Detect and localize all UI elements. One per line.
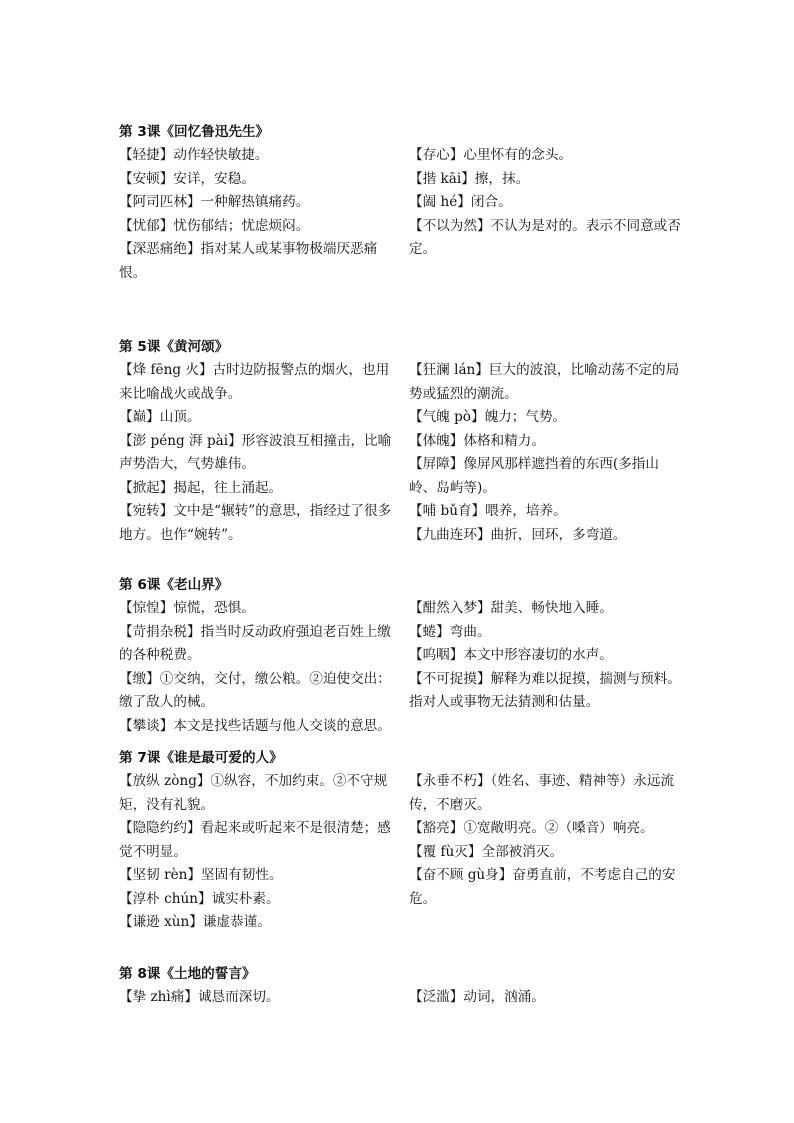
- vocab-entry: 【蜷】弯曲。: [409, 623, 491, 640]
- vocab-entry: 【隐隐约约】看起来或听起来不是很清楚；感觉不明显。: [119, 820, 391, 860]
- lesson-title: 第 3课《回忆鲁迅先生》: [119, 124, 270, 140]
- vocab-entry: 【缴】①交纳，交付，缴公粮。②迫使交出：缴了敌人的械。: [119, 670, 391, 710]
- vocab-entry: 【淳朴 chún】诚实朴素。: [119, 890, 280, 907]
- lesson-title: 第 8课《土地的誓言》: [119, 966, 256, 982]
- vocab-column-right: [409, 986, 684, 1010]
- vocab-entry: 【惊惶】惊慌，恐惧。: [119, 600, 255, 616]
- vocab-entry: 【泛滥】动词，汹涌。: [409, 989, 545, 1005]
- vocab-column-left: [119, 597, 393, 738]
- lesson-section-6: [119, 573, 684, 734]
- lesson-section-8: [119, 962, 684, 1005]
- vocab-entry: 【阿司匹林】一种解热镇痛药。: [119, 194, 310, 210]
- vocab-entry: 【不可捉摸】解释为难以捉摸，揣测与预料。指对人或事物无法猜测和估量。: [409, 670, 681, 710]
- vocab-entry: 【不以为然】不认为是对的。表示不同意或否定。: [409, 217, 681, 257]
- lesson-title: 第 5课《黄河颂》: [119, 339, 229, 355]
- vocab-entry: 【九曲连环】曲折，回环，多弯道。: [409, 526, 627, 543]
- vocab-entry: 【掀起】揭起，往上涌起。: [119, 479, 283, 496]
- vocab-entry: 【揩 kāi】擦，抹。: [409, 170, 530, 187]
- vocab-entry: 【坚韧 rèn】坚固有韧性。: [119, 867, 283, 883]
- vocab-entry: 【谦逊 xùn】谦虚恭谨。: [119, 914, 271, 930]
- vocab-column-right: [409, 770, 684, 911]
- lesson-section-3: [119, 120, 684, 281]
- vocab-entry: 【永垂不朽】（姓名、事迹、精神等）永远流传，不磨灭。: [409, 773, 675, 813]
- vocab-entry: 【体魄】体格和精力。: [409, 432, 545, 449]
- vocab-entry: 【苛捐杂税】指当时反动政府强迫老百姓上缴的各种税费。: [119, 623, 391, 663]
- vocab-entry: 【覆 fù灭】全部被消灭。: [409, 843, 564, 860]
- lesson-section-7: [119, 746, 684, 930]
- vocab-column-left: [119, 359, 393, 547]
- vocab-entry: 【轻捷】动作轻快敏捷。: [119, 147, 269, 163]
- vocab-column-left: [119, 144, 393, 285]
- vocab-entry: 【澎 péng 湃 pài】形容波浪互相撞击，比喻声势浩大，气势雄伟。: [119, 432, 392, 472]
- vocab-column-left: [119, 986, 393, 1010]
- vocab-entry: 【哺 bǔ育】喂养，培养。: [409, 503, 567, 519]
- vocab-column-left: [119, 770, 393, 935]
- vocab-entry: 【放纵 zòng】①纵容，不加约束。②不守规矩，没有礼貌。: [119, 773, 388, 813]
- lesson-section-5: [119, 335, 684, 543]
- vocab-column-right: [409, 144, 684, 262]
- vocab-entry: 【挚 zhì痛】诚恳而深切。: [119, 989, 280, 1005]
- vocab-entry: 【屏障】像屏风那样遮挡着的东西(多指山岭、岛屿等)。: [409, 456, 659, 496]
- vocab-entry: 【宛转】文中是“辗转”的意思，指经过了很多地方。也作“婉转”。: [119, 503, 392, 543]
- vocab-entry: 【忧郁】忧伤郁结；忧虑烦闷。: [119, 217, 310, 234]
- vocab-entry: 【存心】心里怀有的念头。: [409, 147, 573, 163]
- vocab-entry: 【攀谈】本文是找些话题与他人交谈的意思。: [119, 717, 391, 734]
- vocab-entry: 【巅】山顶。: [119, 409, 201, 425]
- vocab-entry: 【酣然入梦】甜美、畅快地入睡。: [409, 600, 613, 616]
- lesson-title: 第 7课《谁是最可爱的人》: [119, 750, 283, 766]
- vocab-column-right: [409, 359, 684, 547]
- vocab-entry: 【气魄 pò】魄力；气势。: [409, 409, 567, 425]
- vocab-entry: 【烽 fēng 火】古时边防报警点的烟火，也用来比喻战火或战争。: [119, 362, 390, 402]
- vocab-entry: 【狂澜 lán】巨大的波浪，比喻动荡不定的局势或猛烈的潮流。: [409, 362, 680, 402]
- vocab-entry: 【安顿】安详，安稳。: [119, 170, 255, 187]
- lesson-title: 第 6课《老山界》: [119, 577, 229, 593]
- vocab-entry: 【奋不顾 gù身】奋勇直前，不考虑自己的安危。: [409, 867, 676, 907]
- vocab-entry: 【呜咽】本文中形容凄切的水声。: [409, 647, 613, 663]
- vocab-entry: 【阖 hé】闭合。: [409, 194, 512, 210]
- vocab-column-right: [409, 597, 684, 715]
- vocab-entry: 【豁亮】①宽敞明亮。②（嗓音）响亮。: [409, 820, 654, 836]
- vocab-entry: 【深恶痛绝】指对某人或某事物极端厌恶痛恨。: [119, 241, 378, 281]
